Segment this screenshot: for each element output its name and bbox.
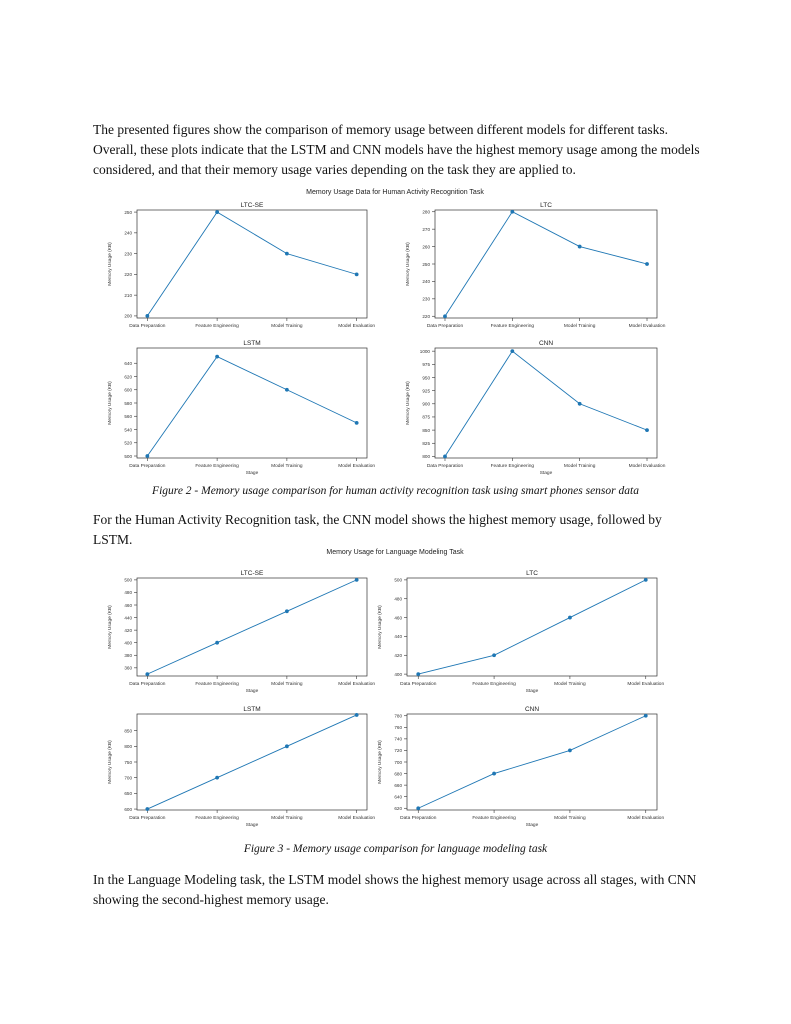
- data-point: [443, 314, 447, 318]
- data-point: [492, 653, 496, 657]
- subplot-lstm: [107, 340, 375, 476]
- y-tick-label: 480: [124, 590, 132, 596]
- data-point: [443, 455, 447, 459]
- subplot-title: LTC-SE: [240, 570, 264, 577]
- x-tick-label: Model Evaluation: [628, 324, 666, 329]
- series-line: [147, 357, 356, 456]
- x-tick-label: Model Evaluation: [338, 682, 376, 687]
- x-tick-label: Model Training: [563, 324, 596, 329]
- y-tick-label: 700: [394, 759, 402, 765]
- intro-paragraph: The presented figures show the comparison of memory usage between different models for different tasks. Overall, these plots indicate that the LSTM and CNN models have the highest memory usage among the models considered, and that their memory usage varies depending on the task they are applied to.: [93, 122, 700, 177]
- figure-3-caption: Figure 3 - Memory usage comparison for language modeling task: [243, 843, 548, 855]
- y-tick-label: 580: [124, 400, 132, 406]
- y-tick-label: 260: [422, 244, 430, 250]
- y-axis-label: Memory Usage (KB): [108, 605, 113, 649]
- x-tick-label: Model Training: [271, 324, 303, 329]
- series-line: [445, 212, 647, 317]
- y-tick-label: 230: [422, 296, 430, 302]
- y-tick-label: 500: [124, 453, 132, 459]
- y-tick-label: 380: [124, 653, 132, 659]
- y-tick-label: 220: [422, 314, 430, 320]
- y-tick-label: 650: [124, 791, 132, 797]
- x-tick-label: Feature Engineering: [472, 816, 516, 821]
- x-tick-label: Data Preparation: [426, 324, 464, 329]
- subplot-title: CNN: [524, 706, 540, 713]
- data-point: [568, 616, 572, 620]
- y-tick-label: 640: [394, 794, 402, 800]
- x-axis-label: Stage: [245, 689, 259, 694]
- y-tick-label: 500: [394, 577, 402, 583]
- y-tick-label: 700: [124, 775, 132, 781]
- x-tick-label: Model Training: [563, 464, 596, 469]
- y-axis-label: Memory Usage (KB): [406, 381, 411, 425]
- data-point: [416, 806, 420, 810]
- y-tick-label: 750: [124, 759, 132, 765]
- x-tick-label: Data Preparation: [400, 682, 437, 687]
- subplot-ltc-se: [107, 570, 375, 694]
- plot-frame: [435, 210, 657, 318]
- lm-paragraph: In the Language Modeling task, the LSTM model shows the highest memory usage across all stages, with CNN showing the second-highest memory usage.: [93, 872, 697, 907]
- subplot-title: LSTM: [243, 340, 261, 347]
- data-point: [145, 807, 149, 811]
- x-axis-label: Stage: [245, 471, 259, 476]
- y-tick-label: 460: [124, 602, 132, 608]
- data-point: [645, 262, 649, 266]
- y-tick-label: 640: [124, 361, 132, 367]
- y-tick-label: 620: [394, 806, 402, 812]
- data-point: [355, 713, 359, 717]
- x-axis-label: Stage: [245, 823, 259, 828]
- har-paragraph: For the Human Activity Recognition task, the CNN model shows the highest memory usage, followed by LSTM.: [93, 512, 662, 547]
- y-tick-label: 660: [394, 782, 402, 788]
- x-tick-label: Feature Engineering: [195, 816, 239, 821]
- x-tick-label: Model Evaluation: [338, 324, 376, 329]
- y-tick-label: 560: [124, 414, 132, 420]
- y-tick-label: 420: [124, 627, 132, 633]
- x-tick-label: Model Training: [554, 682, 586, 687]
- data-point: [578, 245, 582, 249]
- y-tick-label: 200: [124, 313, 132, 319]
- subplot-ltc-se: [107, 202, 375, 329]
- x-tick-label: Data Preparation: [129, 816, 166, 821]
- x-tick-label: Feature Engineering: [490, 464, 535, 469]
- data-point: [355, 272, 359, 276]
- subplot-ltc: [377, 570, 664, 694]
- data-point: [145, 672, 149, 676]
- data-point: [355, 578, 359, 582]
- x-tick-label: Model Training: [554, 816, 586, 821]
- x-tick-label: Model Training: [271, 464, 303, 469]
- data-point: [355, 421, 359, 425]
- figure-2-caption: Figure 2 - Memory usage comparison for human activity recognition task using smart phones sensor data: [152, 485, 639, 497]
- y-tick-label: 280: [422, 209, 430, 215]
- subplot-title: CNN: [538, 340, 554, 347]
- x-tick-label: Model Evaluation: [338, 464, 376, 469]
- y-tick-label: 800: [422, 454, 430, 460]
- data-point: [215, 210, 219, 214]
- data-point: [510, 349, 514, 353]
- y-axis-label: Memory Usage (KB): [378, 605, 383, 649]
- subplot-title: LTC: [526, 570, 538, 577]
- figure-2-chart: [100, 186, 690, 482]
- y-tick-label: 925: [422, 388, 430, 394]
- subplot-cnn: [377, 706, 664, 828]
- y-tick-label: 480: [394, 596, 402, 602]
- y-axis-label: Memory Usage (KB): [108, 242, 113, 286]
- y-tick-label: 400: [394, 671, 402, 677]
- data-point: [215, 776, 219, 780]
- figure-2: [100, 186, 690, 482]
- y-tick-label: 520: [124, 440, 132, 446]
- data-point: [145, 454, 149, 458]
- data-point: [215, 641, 219, 645]
- y-tick-label: 250: [124, 209, 132, 215]
- data-point: [285, 744, 289, 748]
- subplot-title: LTC-SE: [240, 202, 264, 209]
- series-line: [147, 715, 356, 809]
- y-tick-label: 240: [422, 279, 430, 285]
- y-tick-label: 360: [124, 665, 132, 671]
- x-axis-label: Stage: [525, 823, 539, 828]
- subplot-title: LSTM: [243, 706, 261, 713]
- data-point: [285, 388, 289, 392]
- series-line: [147, 580, 356, 674]
- y-tick-label: 540: [124, 427, 132, 433]
- y-tick-label: 850: [422, 427, 430, 433]
- y-tick-label: 740: [394, 736, 402, 742]
- x-tick-label: Data Preparation: [426, 464, 464, 469]
- y-tick-label: 500: [124, 577, 132, 583]
- x-axis-label: Stage: [539, 471, 553, 476]
- x-tick-label: Feature Engineering: [195, 324, 239, 329]
- y-tick-label: 620: [124, 374, 132, 380]
- x-tick-label: Model Training: [271, 682, 303, 687]
- x-tick-label: Feature Engineering: [195, 464, 239, 469]
- figure-suptitle: Memory Usage Data for Human Activity Recognition Task: [306, 189, 484, 196]
- data-point: [644, 714, 648, 718]
- y-tick-label: 825: [422, 441, 430, 447]
- x-tick-label: Feature Engineering: [490, 324, 535, 329]
- y-tick-label: 270: [422, 226, 430, 232]
- x-tick-label: Data Preparation: [400, 816, 437, 821]
- x-tick-label: Model Evaluation: [627, 682, 665, 687]
- y-tick-label: 250: [422, 261, 430, 267]
- y-tick-label: 440: [394, 634, 402, 640]
- y-tick-label: 850: [124, 728, 132, 734]
- data-point: [492, 772, 496, 776]
- subplot-cnn: [405, 340, 666, 476]
- y-tick-label: 760: [394, 725, 402, 731]
- x-tick-label: Model Training: [271, 816, 303, 821]
- y-axis-label: Memory Usage (KB): [108, 381, 113, 425]
- series-line: [147, 212, 356, 316]
- y-tick-label: 975: [422, 362, 430, 368]
- figure-3-chart: [100, 546, 690, 836]
- y-tick-label: 875: [422, 414, 430, 420]
- plot-frame: [137, 348, 367, 458]
- y-tick-label: 400: [124, 640, 132, 646]
- series-line: [418, 580, 646, 674]
- plot-frame: [137, 210, 367, 318]
- subplot-lstm: [107, 706, 375, 828]
- y-tick-label: 720: [394, 748, 402, 754]
- y-tick-label: 210: [124, 292, 132, 298]
- series-line: [418, 716, 646, 809]
- y-tick-label: 780: [394, 713, 402, 719]
- x-tick-label: Data Preparation: [129, 464, 166, 469]
- y-axis-label: Memory Usage (KB): [108, 740, 113, 784]
- data-point: [416, 672, 420, 676]
- y-tick-label: 240: [124, 230, 132, 236]
- y-tick-label: 420: [394, 653, 402, 659]
- y-tick-label: 1000: [419, 348, 430, 354]
- data-point: [568, 749, 572, 753]
- figure-3: [100, 546, 690, 836]
- x-tick-label: Model Evaluation: [338, 816, 376, 821]
- data-point: [145, 314, 149, 318]
- x-tick-label: Data Preparation: [129, 324, 166, 329]
- data-point: [285, 609, 289, 613]
- data-point: [215, 355, 219, 359]
- y-tick-label: 800: [124, 744, 132, 750]
- x-tick-label: Data Preparation: [129, 682, 166, 687]
- x-tick-label: Model Evaluation: [628, 464, 666, 469]
- data-point: [645, 428, 649, 432]
- x-tick-label: Feature Engineering: [472, 682, 516, 687]
- x-axis-label: Stage: [525, 689, 539, 694]
- y-tick-label: 440: [124, 615, 132, 621]
- y-tick-label: 950: [422, 375, 430, 381]
- data-point: [510, 210, 514, 214]
- y-tick-label: 230: [124, 251, 132, 257]
- y-axis-label: Memory Usage (KB): [406, 242, 411, 286]
- figure-suptitle: Memory Usage for Language Modeling Task: [326, 549, 464, 556]
- y-tick-label: 220: [124, 272, 132, 278]
- subplot-title: LTC: [540, 202, 552, 209]
- series-line: [445, 351, 647, 456]
- data-point: [644, 578, 648, 582]
- y-tick-label: 600: [124, 387, 132, 393]
- x-tick-label: Feature Engineering: [195, 682, 239, 687]
- y-tick-label: 900: [422, 401, 430, 407]
- y-tick-label: 600: [124, 806, 132, 812]
- y-axis-label: Memory Usage (KB): [378, 740, 383, 784]
- subplot-ltc: [405, 202, 666, 329]
- x-tick-label: Model Evaluation: [627, 816, 665, 821]
- y-tick-label: 460: [394, 615, 402, 621]
- plot-frame: [435, 348, 657, 458]
- data-point: [578, 402, 582, 406]
- y-tick-label: 680: [394, 771, 402, 777]
- data-point: [285, 252, 289, 256]
